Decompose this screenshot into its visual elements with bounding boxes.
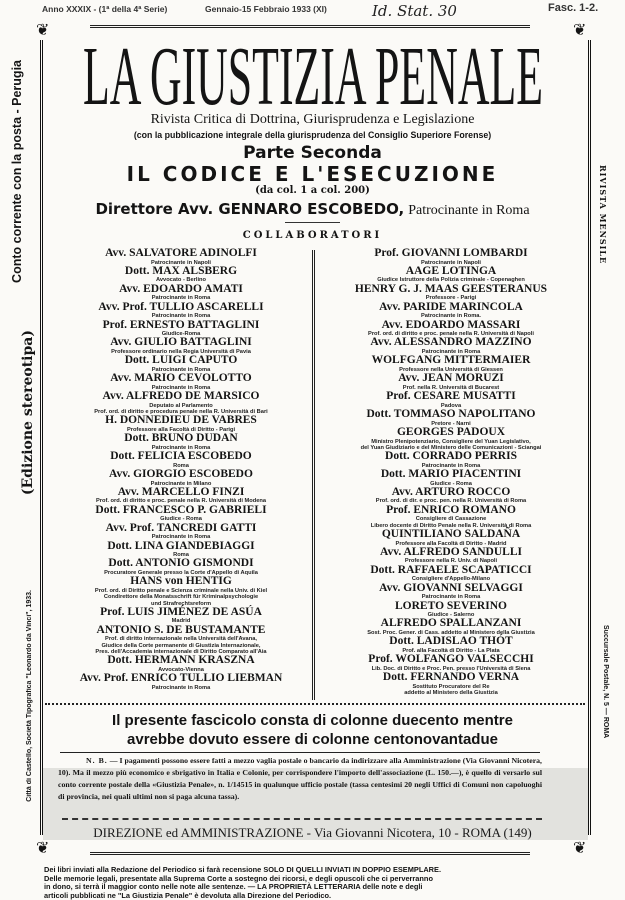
collaborator-role: Lib. Doc. di Diritto e Proc. Pen. presso l'Università di Siena [371, 665, 531, 672]
collaborator-name: HENRY G. J. MAAS GEESTERANUS [354, 282, 548, 295]
collaborator-entry [50, 469, 312, 487]
collaborator-entry [320, 487, 582, 505]
collaborator-name: Dott. MAX ALSBERG [124, 264, 238, 277]
collaborator-entry [50, 625, 312, 655]
collaborator-name: Dott. CORRADO PERRIS [385, 450, 517, 463]
collaborator-role: Prof. alla Facoltà di Diritto - La Plata [402, 647, 500, 654]
subtitle: Rivista Critica di Dottrina, Giurisprudenza e Legislazione [150, 112, 475, 127]
right-margin-monthly: RIVISTA MENSILE [598, 165, 608, 265]
collaborator-role: Patrocinante in Milano [150, 480, 212, 487]
collaborator-entry [50, 433, 312, 451]
collaborator-role: Prof. ord. di diritto e proc. penale nella R. Università di Napoli [368, 331, 534, 338]
collaborator-name: H. DONNEDIEU DE VABRES [105, 414, 257, 427]
collaborator-entry [50, 607, 312, 625]
collaborator-entry [320, 618, 582, 636]
collaborator-name: Avv. PARIDE MARINCOLA [379, 300, 523, 313]
collaborator-role: Patrocinante in Roma [421, 349, 481, 356]
collaborator-entry [50, 248, 312, 266]
column-range: (da col. 1 a col. 200) [255, 185, 370, 196]
collaborator-role: Madrid [171, 618, 191, 625]
left-margin-printer: Città di Castello, Società Tipografica "Leonardo da Vinci", 1933. [26, 590, 33, 802]
collaborator-name: Dott. LADISLAO THÓT [389, 635, 513, 648]
footer-line: Dei libri inviati alla Redazione del Periodico si farà recensione SOLO DI QUELLI INVIATI IN DOPPIO ESEMPLARE. [44, 865, 441, 874]
journal-title-text: LA GIUSTIZIA PENALE [83, 38, 543, 110]
collaborator-entry [320, 302, 582, 320]
collaborator-entry [50, 284, 312, 302]
fascicle-number: Fasc. 1-2. [548, 2, 599, 14]
collaborator-name: Dott. FERNANDO VERNA [382, 671, 520, 684]
collaborator-name: Prof. CESARE MUSATTI [386, 390, 516, 403]
collaborator-name: ANTONIO S. DE BUSTAMANTE [96, 623, 266, 636]
collaborator-name: Avv. EDOARDO AMATI [119, 282, 243, 295]
collaborator-role: Deputato al Parlamento [149, 402, 213, 409]
collaborator-name: Avv. ALFREDO SANDULLI [380, 545, 522, 558]
column-divider [312, 250, 315, 700]
collaborator-name: Avv. ALFREDO DE MARSICO [102, 390, 260, 403]
wavy-rule [62, 818, 542, 820]
collaborator-entry [320, 529, 582, 547]
collaborator-role: Giudice - Salerno [427, 612, 475, 619]
footer-line: Delle memorie legali, presentate alla Suprema Corte a sostegno dei ricorsi, e degli opuscoli che ci perverranno [44, 873, 433, 883]
collaborator-entry [50, 487, 312, 505]
collaborator-role: Patrocinante in Roma [151, 684, 211, 691]
collaborator-role: Giudice-Roma [161, 331, 201, 338]
collaborator-role: Giudice - Roma [160, 516, 202, 523]
nb-text: — I pagamenti possono essere fatti a mezzo vaglia postale o bancario da indirizzare alla Amministrazione (Via Giovanni Nicotera, 10). Ma il mezzo più economico e sbrigativo in Italia e Colonie, per corrispondere l'importo dell'associazione (L. 150.—), è quello di versarlo sul conto corrente postale della «Giustizia Penale», n. 1/14515 in qualunque ufficio postale (tassa centesimi 20 negli Uffici di Comuni non capoluoghi di provincia, nei quali ultimi non si paga alcuna tassa). [58, 756, 542, 801]
top-border-rule [90, 25, 530, 28]
collaborator-entry [50, 266, 312, 284]
collaborator-role: Padova [440, 402, 462, 409]
nb-label: N. B. [86, 756, 108, 765]
collaborator-name: Dott. ANTONIO GISMONDI [108, 557, 254, 570]
collaborator-entry [320, 505, 582, 529]
collaborator-role: und Strafrechtsreform [150, 600, 212, 607]
collaborator-name: Avv. Prof. TULLIO ASCARELLI [98, 300, 264, 313]
journal-title [78, 38, 548, 110]
collaborator-entry [50, 541, 312, 559]
collaborator-role: Pretore - Narni [431, 420, 471, 427]
collaborator-role: Roma [173, 552, 189, 559]
ornament-top-left-icon: ❦ [36, 22, 50, 39]
collaborator-name: HANS von HENTIG [130, 575, 232, 588]
collaborator-name: Avv. MARCELLO FINZI [117, 485, 245, 498]
collaborator-name: Avv. ALESSANDRO MAZZINO [370, 336, 532, 349]
collaborator-entry [320, 284, 582, 302]
ornament-bottom-right-icon: ❦ [573, 840, 587, 857]
footer-notice [44, 866, 600, 900]
collaborator-entry [50, 673, 312, 691]
collaborator-entry [320, 391, 582, 409]
collaborator-entry [50, 302, 312, 320]
collaborator-entry [50, 576, 312, 606]
collaborator-name: Prof. ENRICO ROMANO [386, 503, 516, 516]
collaborator-entry [320, 248, 582, 266]
collaborator-entry [320, 355, 582, 373]
collaborator-entry [320, 409, 582, 427]
collaborator-name: ALFREDO SPALLANZANI [380, 617, 522, 630]
collaborator-entry [320, 565, 582, 583]
collaborator-role: Libero docente di Diritto Penale nella R. Università di Roma [370, 522, 532, 529]
collaborator-role: Prof. ord. di diritto e proc. penale nella R. Università di Modena [95, 498, 267, 505]
collaborator-name: Avv. GIOVANNI SELVAGGI [379, 581, 523, 594]
collaborator-role: Avvocato - Berlino [155, 277, 207, 284]
collaborator-entry [50, 355, 312, 373]
collaborator-role: Patrocinante in Roma [151, 295, 211, 302]
collaborator-role: Procuratore Generale presso la Corte d'Appello di Aquila [104, 570, 258, 577]
collaborator-role: Giudice della Corte permanente di Giustizia Internazionale, [101, 642, 261, 649]
collaborator-name: Dott. LUIGI CAPUTO [124, 354, 238, 367]
ornament-top-right-icon: ❦ [573, 22, 587, 39]
collaborator-entry [320, 451, 582, 469]
section-title: IL CODICE E L'ESECUZIONE [126, 162, 499, 186]
collaborator-entry [50, 373, 312, 391]
collaborator-name: Prof. WOLFANGO VALSECCHI [368, 653, 534, 666]
collaborators-left-column [50, 248, 312, 691]
footer-line: articoli pubblicati ne "La Giustizia Penale" è devoluta alla Direzione del Periodico. [44, 890, 332, 900]
collaborator-name: Dott. RAFFAELE SCAPATICCI [370, 563, 532, 576]
collaborator-role: Prof. di diritto internazionale nella Università dell'Avana, [105, 636, 257, 643]
collaborators-right-column [320, 248, 582, 696]
address-line: DIREZIONE ed AMMINISTRAZIONE - Via Giovanni Nicotera, 10 - ROMA (149) [93, 825, 532, 840]
collaborator-entry [50, 415, 312, 433]
pages-notice-line-2: avrebbe dovuto essere di colonne centonovantadue [127, 731, 498, 748]
collaborator-role: Patrocinante in Roma [421, 594, 481, 601]
publication-note: (con la pubblicazione integrale della giurisprudenza del Consiglio Superiore Forense) [133, 130, 492, 140]
collaborator-entry [50, 320, 312, 338]
collaborator-name: QUINTILIANO SALDAÑA [381, 527, 521, 540]
collaborators-heading: COLLABORATORI [242, 230, 383, 241]
collaborator-name: GEORGES PADOUX [396, 425, 506, 438]
collaborator-role: Professore ordinario nella Regia Università di Pavia [111, 349, 251, 356]
collaborator-role: Professore nella Università di Giessen [399, 366, 503, 373]
collaborator-role: Patrocinante in Napoli [150, 259, 212, 266]
collaborator-entry [320, 547, 582, 565]
director-name: Direttore Avv. GENNARO ESCOBEDO, [95, 200, 405, 218]
dotted-rule [45, 703, 585, 705]
collaborator-name: Dott. TOMMASO NAPOLITANO [366, 408, 536, 421]
collaborator-entry [320, 469, 582, 487]
collaborator-role: Prof. ord. di Diritto penale e Scienza criminale nella Univ. di Kiel [94, 587, 268, 594]
collaborator-name: Avv. ARTURO ROCCO [391, 485, 511, 498]
collaborator-role: Professore - Parigi [425, 295, 477, 302]
left-margin-edition: (Edizione stereotipa) [20, 330, 36, 496]
collaborator-role: Ministro Plenipotenziario, Consigliere del Yuan Legislativo, [371, 438, 531, 445]
footer-line: in dono, si terrà il maggior conto nelle note alle sentenze. — LA PROPRIETÀ LETTERARIA delle note e degli [44, 882, 423, 891]
collaborator-role: Professore alla Facoltà di Diritto - Parigi [126, 426, 236, 433]
collaborator-entry [320, 601, 582, 619]
bottom-border-rule [90, 852, 530, 855]
collaborator-name: Prof. ERNESTO BATTAGLINI [102, 318, 260, 331]
collaborator-role: Roma [173, 462, 189, 469]
collaborator-entry [320, 672, 582, 696]
left-margin-postal-account: Conto corrente con la posta - Perugia [10, 60, 24, 283]
collaborator-entry [50, 558, 312, 576]
collaborator-role: Patrocinante in Roma [421, 462, 481, 469]
collaborator-entry [320, 266, 582, 284]
collaborator-role: Pres. dell'Accademia internazionale di Diritto Comparato all'Aia [95, 648, 267, 655]
collaborator-entry [320, 427, 582, 451]
collaborator-entry [50, 391, 312, 415]
collaborator-name: Avv. EDOARDO MASSARI [381, 318, 521, 331]
collaborator-role: Condirettore della Monatsschrift für Kriminalpsychologie [103, 594, 259, 601]
collaborator-entry [320, 583, 582, 601]
collaborator-entry [320, 337, 582, 355]
collaborator-entry [320, 320, 582, 338]
volume-info: Anno XXXIX - (1ª della 4ª Serie) [42, 4, 168, 14]
collaborator-name: Avv. Prof. ENRICO TULLIO LIEBMAN [79, 672, 283, 685]
collaborator-role: addetto al Ministero della Giustizia [404, 689, 498, 696]
issue-date: Gennaio-15 Febbraio 1933 (XI) [205, 4, 327, 14]
collaborator-name: AAGE LOTINGA [405, 264, 497, 277]
collaborator-name: Dott. BRUNO DUDAN [124, 432, 238, 445]
director-line [0, 200, 625, 219]
collaborator-role: Prof. ord. di diritto e procedura penale nella R. Università di Bari [94, 409, 268, 416]
part-label: Parte Seconda [243, 143, 382, 163]
collaborator-role: Giudice Istruttore della Polizia criminale - Copenaghen [377, 277, 525, 284]
collaborator-name: Dott. FRANCESCO P. GABRIELI [95, 503, 267, 516]
collaborator-role: Prof. nella R. Università di Bucarest [402, 384, 500, 391]
collaborator-entry [50, 451, 312, 469]
collaborator-name: Dott. FELICIA ESCOBEDO [110, 450, 252, 463]
collaborator-entry [50, 655, 312, 673]
pages-notice-line-1: Il presente fascicolo consta di colonne duecento mentre [112, 712, 513, 729]
collaborator-name: Avv. SALVATORE ADINOLFI [105, 247, 257, 259]
collaborator-role: Sostituto Procuratore del Re [412, 683, 490, 690]
collaborator-role: Professore nella R. Univ. di Napoli [404, 558, 498, 565]
rule [60, 752, 540, 753]
collaborator-name: Dott. HERMANN KRASZNA [107, 654, 255, 667]
collaborator-name: WOLFGANG MITTERMAIER [371, 354, 531, 367]
collaborator-entry [320, 654, 582, 672]
collaborator-name: Prof. GIOVANNI LOMBARDI [374, 247, 528, 259]
collaborator-role: Consigliere di Cassazione [415, 516, 487, 523]
collaborator-role: del Yuan Giudiziario e del Ministero delle Comunicazioni - Sciangai [360, 444, 542, 451]
collaborator-role: Patrocinante in Roma. [420, 313, 482, 320]
separator [285, 222, 340, 223]
collaborator-role: Patrocinante in Roma [151, 366, 211, 373]
collaborator-name: Avv. MARIO CEVOLOTTO [110, 372, 252, 385]
handwritten-note: Id. Stat. 30 [372, 2, 457, 20]
right-margin-postal: Succursale Postale, N. 5 — ROMA [602, 625, 609, 739]
collaborator-entry [320, 373, 582, 391]
collaborator-name: Avv. Prof. TANCREDI GATTI [105, 521, 257, 534]
collaborator-role: Professore alla Facoltà di Diritto - Madrid [395, 540, 507, 547]
collaborator-role: Patrocinante in Roma [151, 534, 211, 541]
collaborator-role: Patrocinante in Roma [151, 444, 211, 451]
collaborator-name: Prof. LUIS JIMÉNEZ DE ASÚA [100, 605, 262, 618]
collaborator-name: Avv. GIULIO BATTAGLINI [110, 336, 252, 349]
collaborator-role: Patrocinante in Roma [151, 313, 211, 320]
collaborator-entry [50, 523, 312, 541]
payment-note [58, 755, 542, 803]
collaborator-role: Consigliere d'Appello-Milano [411, 576, 491, 583]
collaborator-name: Dott. MARIO PIACENTINI [380, 467, 522, 480]
collaborator-role: Avvocato-Vienna [158, 666, 204, 673]
collaborator-role: Giudice - Roma [430, 480, 472, 487]
collaborator-role: Prof. ord. di dir. e proc. pen. nella R. Università di Roma [375, 498, 527, 505]
director-role: Patrocinante in Roma [408, 203, 530, 218]
collaborator-entry [50, 337, 312, 355]
collaborator-name: Avv. JEAN MORUZI [398, 372, 504, 385]
collaborator-entry [320, 636, 582, 654]
collaborator-role: Patrocinante in Napoli [420, 259, 482, 266]
ornament-bottom-left-icon: ❦ [36, 840, 50, 857]
collaborator-role: Patrocinante in Roma [151, 384, 211, 391]
collaborator-name: Dott. LINA GIANDEBIAGGI [107, 539, 255, 552]
collaborator-name: Avv. GIORGIO ESCOBEDO [109, 467, 253, 480]
collaborator-entry [50, 505, 312, 523]
collaborator-name: LORETO SEVERINO [395, 599, 507, 612]
collaborator-role: Sost. Proc. Gener. di Cass. addetto al Ministero della Giustizia [367, 630, 535, 636]
